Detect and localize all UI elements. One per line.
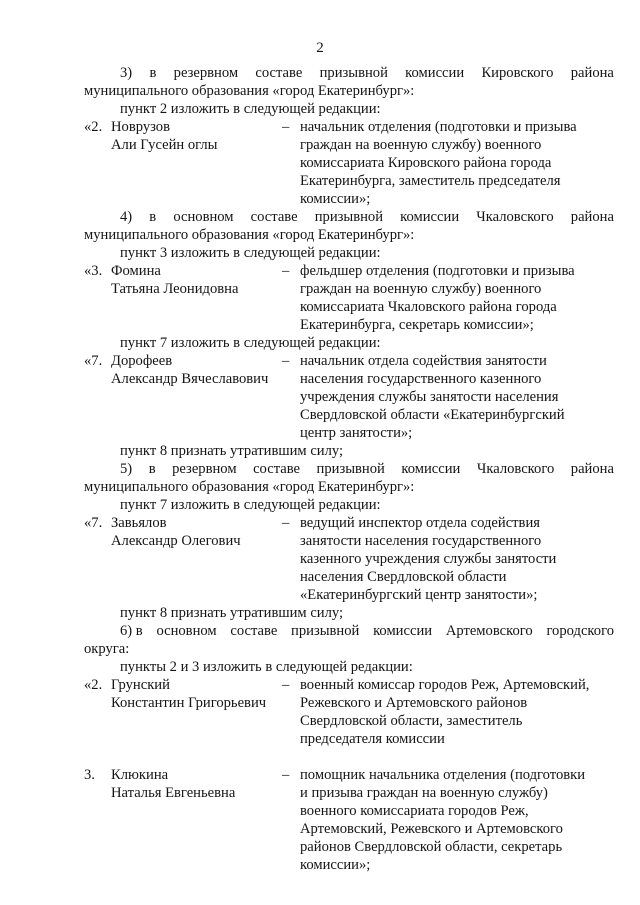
position-line: военного комиссариата городов Реж, [300, 803, 529, 819]
word: района [570, 65, 614, 81]
paragraph-line: пункт 8 признать утратившим силу; [120, 443, 344, 459]
word: комиссии [401, 461, 461, 477]
position-line: Свердловской области, заместитель [300, 713, 523, 729]
word: 4) [120, 209, 133, 225]
word: в [149, 209, 157, 225]
position-line: казенного учреждения службы занятости [300, 551, 557, 567]
position-line: фельдшер отделения (подготовки и призыва [300, 263, 575, 279]
position-line: ведущий инспектор отдела содействия [300, 515, 540, 531]
paragraph-line: пункты 2 и 3 изложить в следующей редакции: [120, 659, 413, 675]
entry-number: «2. [84, 677, 103, 693]
word: призывной [319, 65, 388, 81]
word: основном [156, 623, 217, 639]
word: района [570, 461, 614, 477]
member-position [300, 118, 620, 208]
member-position [300, 766, 620, 874]
member-given-names: Александр Вячеславович [111, 371, 269, 387]
member-surname: Новрузов [111, 119, 170, 135]
word: составе [255, 65, 303, 81]
word: призывной [291, 623, 360, 639]
position-line: комиссариата Кировского района города [300, 155, 552, 171]
position-line: комиссии»; [300, 191, 371, 207]
position-line: председателя комиссии [300, 731, 445, 747]
word: в [148, 461, 156, 477]
position-line: занятости населения государственного [300, 533, 542, 549]
dash-separator: – [282, 119, 290, 135]
paragraph-line: пункт 8 признать утратившим силу; [120, 605, 344, 621]
position-line: военный комиссар городов Реж, Артемовский, [300, 677, 590, 693]
member-given-names: Али Гусейн оглы [111, 137, 218, 153]
member-surname: Фомина [111, 263, 161, 279]
paragraph-first-line [120, 460, 614, 478]
member-position [300, 352, 620, 442]
word: городского [546, 623, 614, 639]
member-position [300, 676, 620, 748]
paragraph-line: пункт 7 изложить в следующей редакции: [120, 335, 381, 351]
paragraph-line: пункт 3 изложить в следующей редакции: [120, 245, 381, 261]
entry-number: «3. [84, 263, 103, 279]
member-position [300, 514, 620, 604]
dash-separator: – [282, 767, 290, 783]
position-line: центр занятости»; [300, 425, 413, 441]
dash-separator: – [282, 677, 290, 693]
paragraph-continuation: муниципального образования «город Екатеринбург»: [84, 479, 415, 495]
member-surname: Грунский [111, 677, 170, 693]
position-line: начальник отдела содействия занятости [300, 353, 547, 369]
member-given-names: Татьяна Леонидовна [111, 281, 239, 297]
word: резервном [173, 65, 239, 81]
member-position [300, 262, 620, 334]
paragraph-first-line [120, 208, 614, 226]
position-line: районов Свердловской области, секретарь [300, 839, 563, 855]
word: комиссии [373, 623, 433, 639]
entry-number: «2. [84, 119, 103, 135]
position-line: и призыва граждан на военную службу) [300, 785, 548, 801]
position-line: населения Свердловской области [300, 569, 507, 585]
page-number: 2 [316, 40, 324, 56]
word: комиссии [400, 209, 460, 225]
position-line: «Екатеринбургский центр занятости»; [300, 587, 538, 603]
member-surname: Завьялов [111, 515, 167, 531]
position-line: учреждения службы занятости населения [300, 389, 559, 405]
dash-separator: – [282, 515, 290, 531]
position-line: Режевского и Артемовского районов [300, 695, 528, 711]
position-line: населения государственного казенного [300, 371, 542, 387]
word: комиссии [405, 65, 465, 81]
word: 3) [120, 65, 133, 81]
word: Чкаловского [476, 461, 555, 477]
dash-separator: – [282, 353, 290, 369]
word: в [149, 65, 157, 81]
paragraph-first-line [120, 622, 614, 640]
word: района [570, 209, 614, 225]
word: составе [250, 209, 298, 225]
word: Чкаловского [476, 209, 554, 225]
word: призывной [314, 209, 384, 225]
paragraph-continuation: муниципального образования «город Екатеринбург»: [84, 227, 415, 243]
word: составе [230, 623, 278, 639]
position-line: помощник начальника отделения (подготовки [300, 767, 586, 783]
dash-separator: – [282, 263, 290, 279]
position-line: комиссии»; [300, 857, 371, 873]
paragraph-first-line [120, 64, 614, 82]
position-line: граждан на военную службу) военного [300, 137, 542, 153]
position-line: комиссариата Чкаловского района города [300, 299, 557, 315]
entry-number: 3. [84, 767, 95, 783]
paragraph-line: пункт 2 изложить в следующей редакции: [120, 101, 381, 117]
word: основном [173, 209, 234, 225]
position-line: Екатеринбурга, заместитель председателя [300, 173, 561, 189]
word: резервном [172, 461, 237, 477]
member-given-names: Константин Григорьевич [111, 695, 267, 711]
word: 6) в [120, 623, 143, 639]
word: 5) [120, 461, 133, 477]
member-given-names: Александр Олегович [111, 533, 241, 549]
paragraph-continuation: муниципального образования «город Екатеринбург»: [84, 83, 415, 99]
position-line: Артемовский, Режевского и Артемовского [300, 821, 563, 837]
position-line: Свердловской области «Екатеринбургский [300, 407, 565, 423]
entry-number: «7. [84, 353, 103, 369]
member-given-names: Наталья Евгеньевна [111, 785, 236, 801]
member-surname: Клюкина [111, 767, 169, 783]
position-line: Екатеринбурга, секретарь комиссии»; [300, 317, 534, 333]
entry-number: «7. [84, 515, 103, 531]
paragraph-line: пункт 7 изложить в следующей редакции: [120, 497, 381, 513]
position-line: граждан на военную службу) военного [300, 281, 542, 297]
word: составе [253, 461, 301, 477]
word: Кировского [481, 65, 554, 81]
position-line: начальник отделения (подготовки и призыва [300, 119, 577, 135]
paragraph-continuation: округа: [84, 641, 130, 657]
word: Артемовского [445, 623, 533, 639]
member-surname: Дорофеев [111, 353, 173, 369]
word: призывной [316, 461, 385, 477]
